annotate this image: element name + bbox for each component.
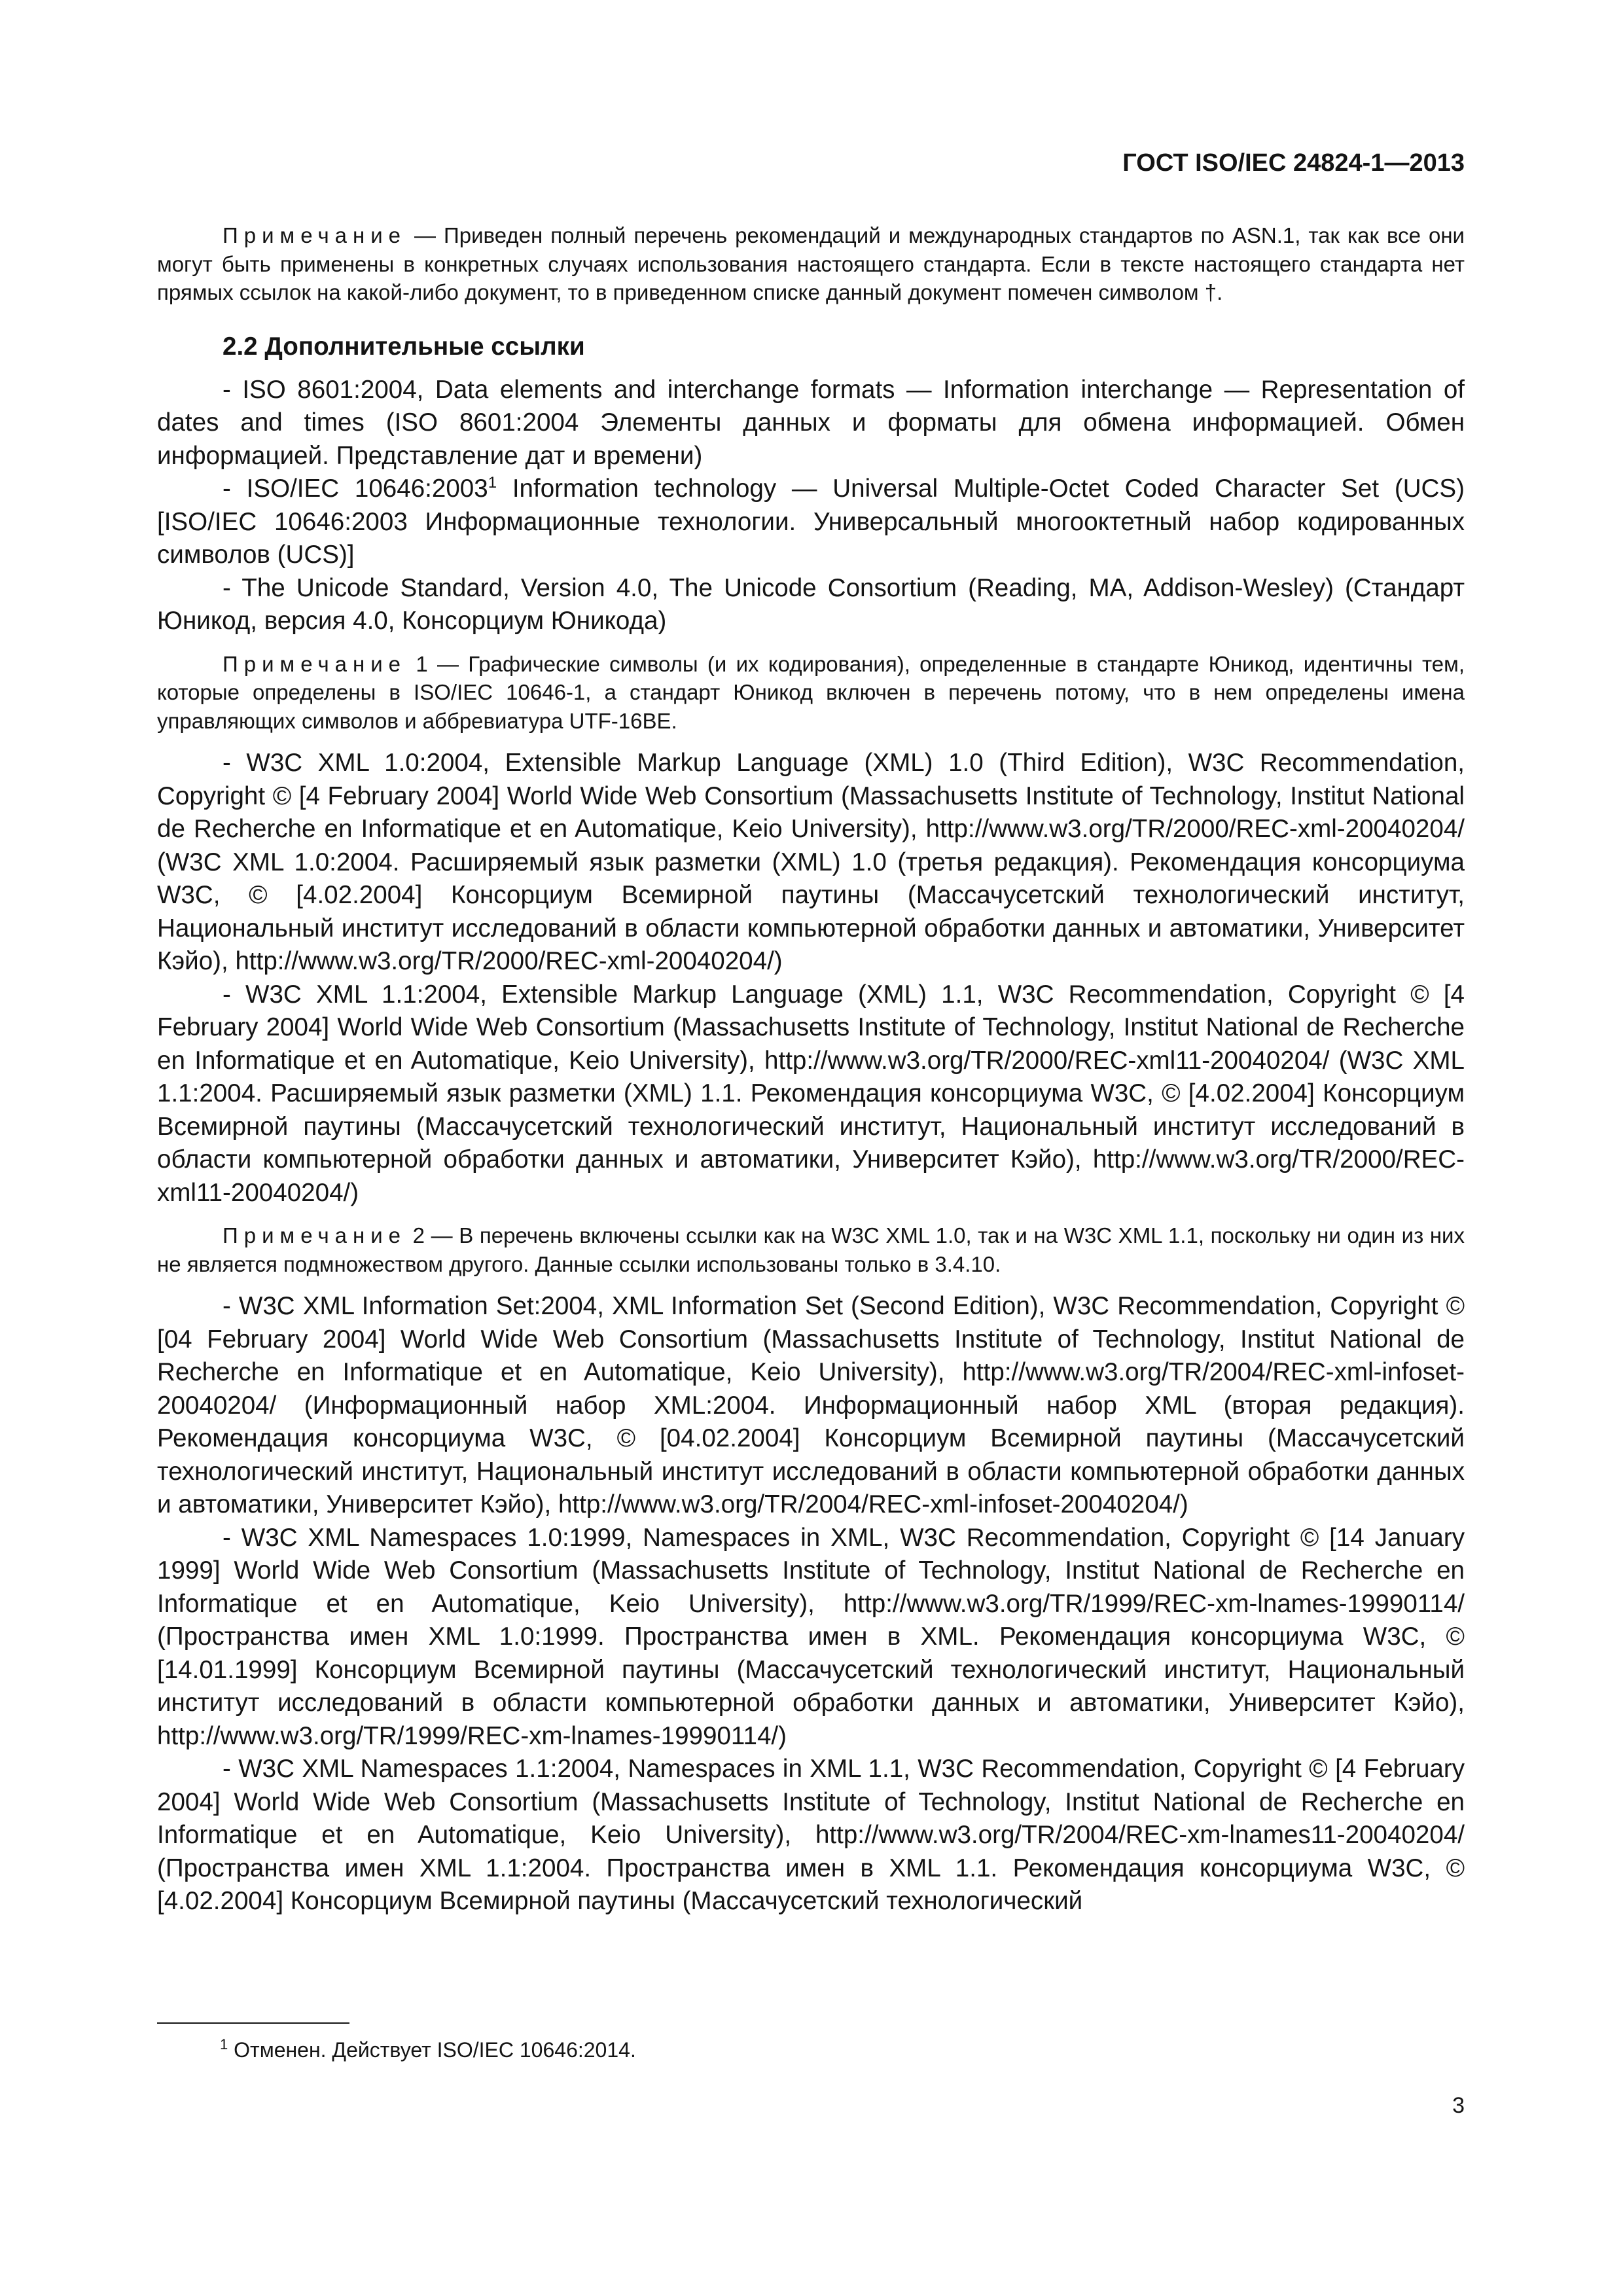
ref-w3c-xml-infoset: - W3C XML Information Set:2004, XML Information Set (Second Edition), W3C Recommendation, Copyright © [04 February 2004] World Wide Web Consortium (Massachusetts Institute of Technology, Institut National de Recherche en Informatique et en Automatique, Keio University), http://www.w3.org/TR/2004/REC-xml-infoset-20040204/ (Информационный набор XML:2004. Информационный набор XML (вторая редакция). Рекомендация консорциума W3C, © [04.02.2004] Консорциум Всемирной паутины (Массачусетский технологический институт, Национальный институт исследований в области компьютерной обработки данных и автоматики, Университет Кэйо), http://www.w3.org/TR/2004/REC-xml-infoset-20040204/) — [157, 1292, 1465, 1518]
ref-w3c-xml-1-0: - W3C XML 1.0:2004, Extensible Markup Language (XML) 1.0 (Third Edition), W3C Recommendation, Copyright © [4 February 2004] World Wide Web Consortium (Massachusetts Institute of Technology, Institut National de Recherche en Informatique et en Automatique, Keio University), http://www.w3.org/TR/2000/REC-xml-20040204/ (W3C XML 1.0:2004. Расширяемый язык разметки (XML) 1.0 (третья редакция). Рекомендация консорциума W3C, © [4.02.2004] Консорциум Всемирной паутины (Массачусетский технологический институт, Национальный институт исследований в области компьютерной обработки данных и автоматики, Университет Кэйо), http://www.w3.org/TR/2000/REC-xml-20040204/) — [157, 749, 1465, 975]
ref-iso-iec-10646-text: Information technology — Universal Multiple-Octet Coded Character Set (UCS) [ISO/IEC 10646:2003 Информационные технологии. Универсальный многооктетный набор кодированных символов (UCS)] — [157, 475, 1465, 569]
note-text: 1 — Графические символы (и их кодирования), определенные в стандарте Юникод, идентичны тем, которые определены в ISO/IEC 10646-1, а стандарт Юникод включен в перечень потому, что в нем определены имена управляющих символов и аббревиатура UTF-16BE. — [157, 651, 1465, 733]
note-2 — [157, 1221, 1465, 1278]
page-number: 3 — [1452, 2093, 1465, 2118]
footnote-reference: 1 — [488, 474, 497, 492]
footnote — [220, 2037, 636, 2063]
note-1 — [157, 650, 1465, 736]
note-label: Примечание — [223, 651, 407, 676]
ref-w3c-xml-namespaces-1-1: - W3C XML Namespaces 1.1:2004, Namespaces in XML 1.1, W3C Recommendation, Copyright © [4 February 2004] World Wide Web Consortium (Massachusetts Institute of Technology, Institut National de Recherche en Informatique et en Automatique, Keio University), http://www.w3.org/TR/2004/REC-xm-lnames11-20040204/ (Пространства имен XML 1.1:2004. Пространства имен в XML 1.1. Рекомендация консорциума W3C, © [4.02.2004] Консорциум Всемирной паутины (Массачусетский технологический — [157, 1755, 1465, 1915]
note-label: Примечание — [223, 223, 407, 247]
note-label: Примечание — [223, 1223, 407, 1247]
ref-w3c-xml-namespaces-1-0: - W3C XML Namespaces 1.0:1999, Namespaces in XML, W3C Recommendation, Copyright © [14 January 1999] World Wide Web Consortium (Massachusetts Institute of Technology, Institut National de Recherche en Informatique et en Automatique, Keio University), http://www.w3.org/TR/1999/REC-xm-lnames-19990114/ (Пространства имен XML 1.0:1999. Пространства имен в XML. Рекомендация консорциума W3C, © [14.01.1999] Консорциум Всемирной паутины (Массачусетский технологический институт, Национальный институт исследований в области компьютерной обработки данных и автоматики, Университет Кэйо), http://www.w3.org/TR/1999/REC-xm-lnames-19990114/) — [157, 1523, 1465, 1750]
note-text: 2 — В перечень включены ссылки как на W3C XML 1.0, так и на W3C XML 1.1, поскольку ни один из них не является подмножеством другого. Данные ссылки использованы только в 3.4.10. — [157, 1223, 1465, 1276]
ref-iso-8601: - ISO 8601:2004, Data elements and interchange formats — Information interchange — Representation of dates and times (ISO 8601:2004 Элементы данных и форматы для обмена информацией. Обмен информацией. Представление дат и времени) — [157, 375, 1465, 470]
standard-number: ГОСТ ISO/IEC 24824-1—2013 — [1122, 149, 1465, 177]
ref-iso-iec-10646 — [157, 473, 1465, 572]
section-heading: 2.2 Дополнительные ссылки — [223, 332, 585, 361]
footnote-separator — [157, 2022, 349, 2024]
ref-iso-iec-10646-title: - ISO/IEC 10646:2003 — [223, 475, 488, 503]
note-top — [157, 221, 1465, 307]
document-header — [157, 148, 1465, 178]
ref-unicode-standard: - The Unicode Standard, Version 4.0, The Unicode Consortium (Reading, MA, Addison-Wesley) (Стандарт Юникод, версия 4.0, Консорциум Юникода) — [157, 573, 1465, 635]
page-body — [157, 221, 1465, 1918]
footnote-text: Отменен. Действует ISO/IEC 10646:2014. — [228, 2038, 636, 2062]
note-text: — Приведен полный перечень рекомендаций и международных стандартов по ASN.1, так как все они могут быть применены в конкретных случаях использования настоящего стандарта. Если в тексте настоящего стандарта нет прямых ссылок на какой-либо документ, то в приведенном списке данный документ помечен символом †. — [157, 223, 1465, 304]
ref-w3c-xml-1-1: - W3C XML 1.1:2004, Extensible Markup Language (XML) 1.1, W3C Recommendation, Copyright © [4 February 2004] World Wide Web Consortium (Massachusetts Institute of Technology, Institut National de Recherche en Informatique et en Automatique, Keio University), http://www.w3.org/TR/2000/REC-xml11-20040204/ (W3C XML 1.1:2004. Расширяемый язык разметки (XML) 1.1. Рекомендация консорциума W3C, © [4.02.2004] Консорциум Всемирной паутины (Массачусетский технологический институт, Национальный институт исследований в области компьютерной обработки данных и автоматики, Университет Кэйо), http://www.w3.org/TR/2000/REC-xml11-20040204/) — [157, 980, 1465, 1207]
footnote-mark: 1 — [220, 2036, 228, 2053]
